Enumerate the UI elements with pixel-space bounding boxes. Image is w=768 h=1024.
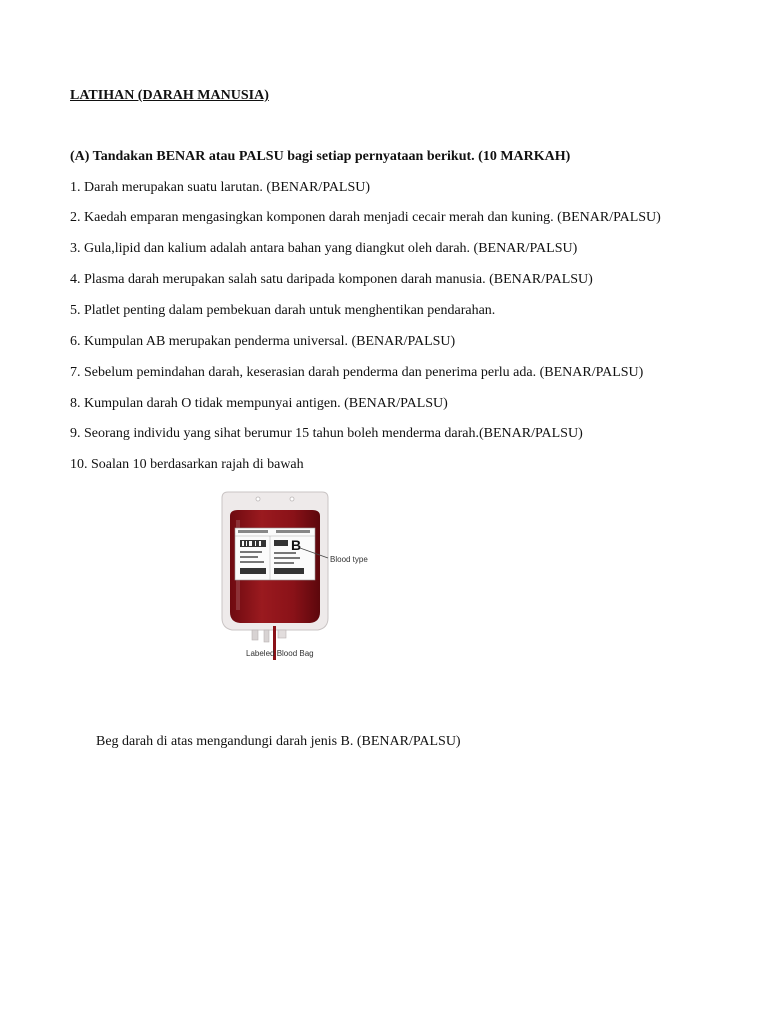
blood-type-callout: Blood type <box>330 555 368 564</box>
question-5: 5. Platlet penting dalam pembekuan darah untuk menghentikan pendarahan. <box>70 303 496 318</box>
question-1: 1. Darah merupakan suatu larutan. (BENAR/PALSU) <box>70 180 371 195</box>
figure-caption: Labeled Blood Bag <box>246 649 314 658</box>
question-9: 9. Seorang individu yang sihat berumur 15 tahun boleh menderma darah.(BENAR/PALSU) <box>70 426 583 441</box>
question-10-statement: Beg darah di atas mengandungi darah jenis B. (BENAR/PALSU) <box>96 734 461 749</box>
question-8: 8. Kumpulan darah O tidak mempunyai antigen. (BENAR/PALSU) <box>70 396 448 411</box>
question-3: 3. Gula,lipid dan kalium adalah antara bahan yang diangkut oleh darah. (BENAR/PALSU) <box>70 241 578 256</box>
document-title: LATIHAN (DARAH MANUSIA) <box>70 88 269 103</box>
section-heading: (A) Tandakan BENAR atau PALSU bagi setiap pernyataan berikut. (10 MARKAH) <box>70 149 571 164</box>
question-10: 10. Soalan 10 berdasarkan rajah di bawah <box>70 457 304 472</box>
blood-bag-figure <box>218 490 378 662</box>
blood-bag-illustration <box>218 490 378 662</box>
blood-type-letter: B <box>291 537 302 553</box>
question-2: 2. Kaedah emparan mengasingkan komponen darah menjadi cecair merah dan kuning. (BENAR/PALSU) <box>70 210 661 225</box>
question-7: 7. Sebelum pemindahan darah, keserasian darah penderma dan penerima perlu ada. (BENAR/PALSU) <box>70 365 644 380</box>
question-6: 6. Kumpulan AB merupakan penderma universal. (BENAR/PALSU) <box>70 334 456 349</box>
question-4: 4. Plasma darah merupakan salah satu daripada komponen darah manusia. (BENAR/PALSU) <box>70 272 593 287</box>
